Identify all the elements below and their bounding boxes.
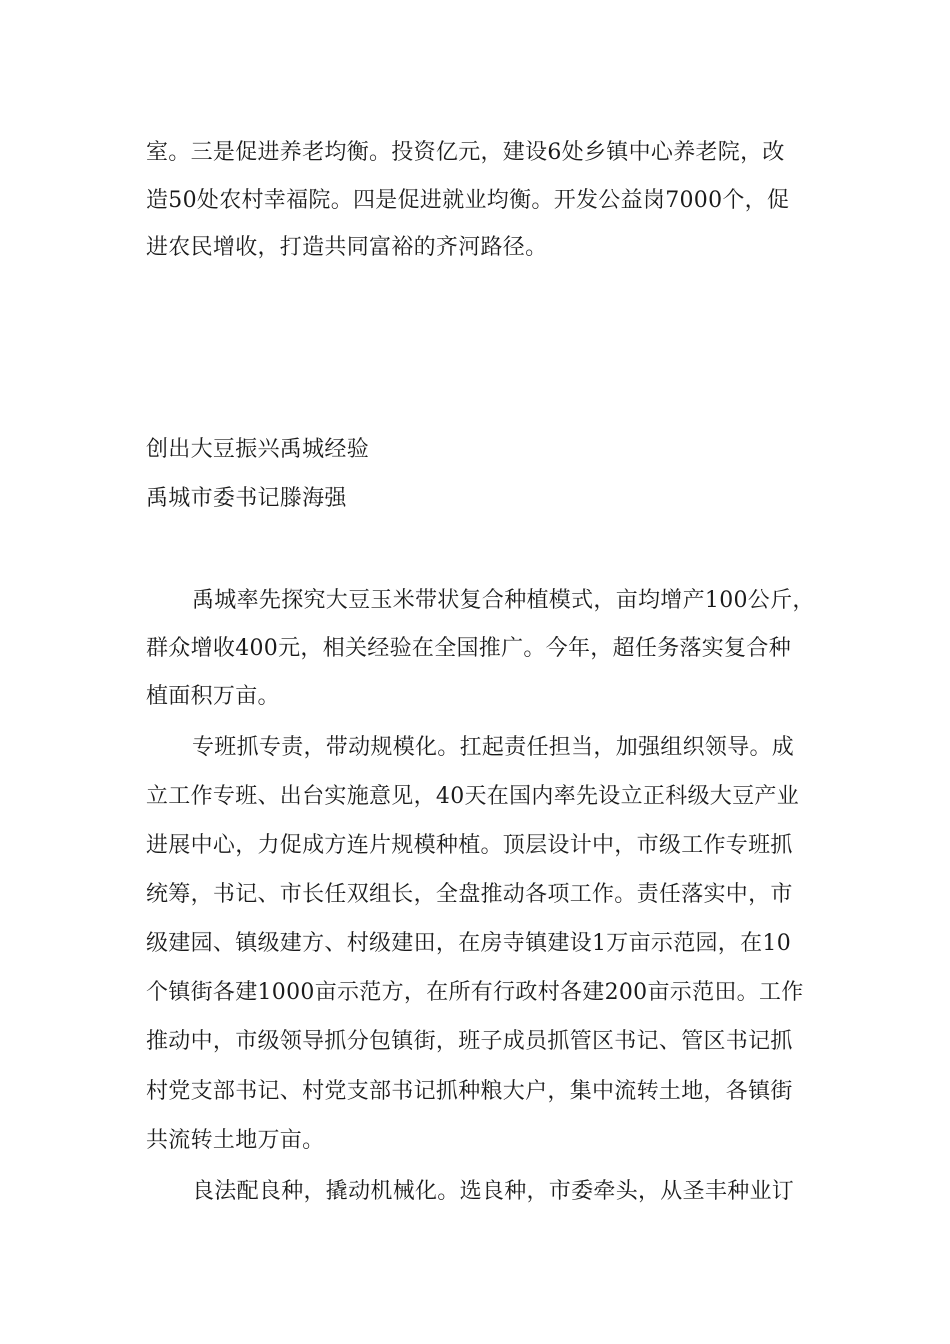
intro-line-2: 造50处农村幸福院。四是促进就业均衡。开发公益岗7000个，促	[146, 188, 790, 213]
paragraph-1-line-3: 植面积万亩。	[146, 684, 280, 709]
paragraph-2-line-5: 级建园、镇级建方、村级建田，在房寺镇建设1万亩示范园，在10	[146, 931, 791, 956]
article-author: 禹城市委书记滕海强	[146, 486, 347, 511]
intro-line-1: 室。三是促进养老均衡。投资亿元，建设6处乡镇中心养老院，改	[146, 140, 785, 165]
intro-line-3: 进农民增收，打造共同富裕的齐河路径。	[146, 235, 548, 260]
paragraph-1-line-1: 禹城率先探究大豆玉米带状复合种植模式，亩均增产100公斤，	[192, 588, 815, 613]
paragraph-2-line-1: 专班抓专责，带动规模化。扛起责任担当，加强组织领导。成	[192, 735, 795, 760]
paragraph-2-line-3: 进展中心，力促成方连片规模种植。顶层设计中，市级工作专班抓	[146, 833, 793, 858]
paragraph-2-line-8: 村党支部书记、村党支部书记抓种粮大户，集中流转土地，各镇街	[146, 1079, 793, 1104]
paragraph-2-line-4: 统筹，书记、市长任双组长，全盘推动各项工作。责任落实中，市	[146, 882, 793, 907]
paragraph-1-line-2: 群众增收400元，相关经验在全国推广。今年，超任务落实复合种	[146, 636, 791, 661]
paragraph-2-line-7: 推动中，市级领导抓分包镇街，班子成员抓管区书记、管区书记抓	[146, 1029, 793, 1054]
paragraph-2-line-9: 共流转土地万亩。	[146, 1128, 325, 1153]
paragraph-2-line-6: 个镇街各建1000亩示范方，在所有行政村各建200亩示范田。工作	[146, 980, 804, 1005]
article-title: 创出大豆振兴禹城经验	[146, 437, 370, 462]
paragraph-2-line-2: 立工作专班、出台实施意见，40天在国内率先设立正科级大豆产业	[146, 784, 799, 809]
paragraph-3-line-1: 良法配良种，撬动机械化。选良种，市委牵头，从圣丰种业订	[192, 1179, 795, 1204]
